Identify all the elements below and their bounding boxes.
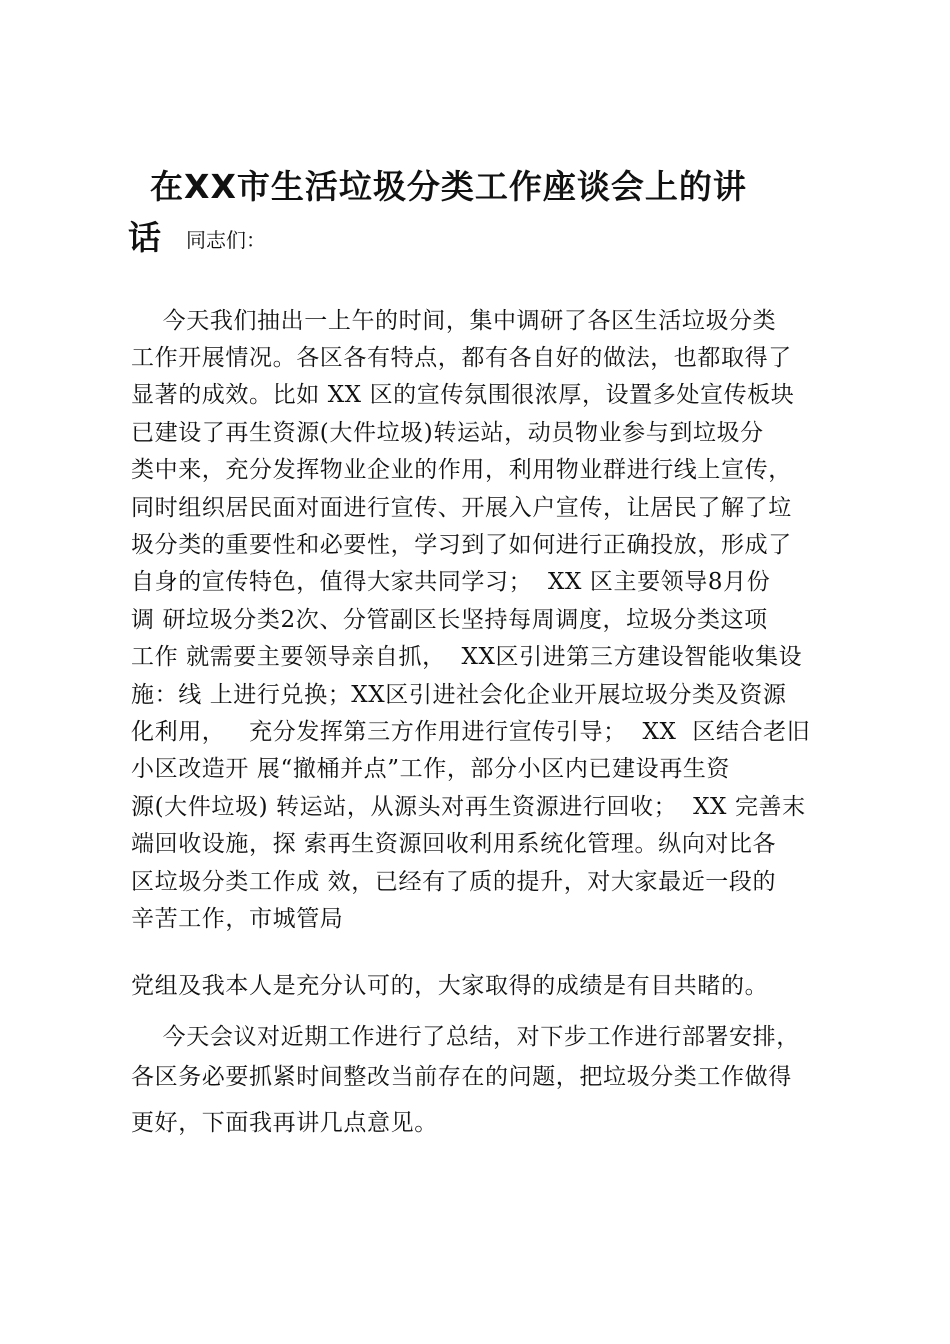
body-line: 化利用， 充分发挥第三方作用进行宣传引导； XX 区结合老旧: [131, 719, 811, 745]
body-line: 今天会议对近期工作进行了总结，对下步工作进行部署安排，: [131, 1024, 800, 1050]
body-line: 施：线 上进行兑换；XX区引进社会化企业开展垃圾分类及资源: [131, 682, 787, 708]
body-line: 圾分类的重要性和必要性，学习到了如何进行正确投放，形成了: [131, 532, 792, 558]
body-line: 已建设了再生资源(大件垃圾)转运站，动员物业参与到垃圾分: [131, 420, 764, 446]
body-line: 区垃圾分类工作成 效，已经有了质的提升，对大家最近一段的: [131, 869, 777, 895]
body-line: 党组及我本人是充分认可的，大家取得的成绩是有目共睹的。: [131, 973, 769, 999]
body-line: 辛苦工作，市城管局: [131, 906, 344, 932]
document-title: 在XX市生活垃圾分类工作座谈会上的讲: [150, 167, 747, 206]
body-line: 小区改造开 展“撤桶并点”工作，部分小区内已建设再生资: [131, 756, 731, 782]
body-line: 类中来，充分发挥物业企业的作用，利用物业群进行线上宣传，: [131, 457, 792, 483]
body-line: 工作 就需要主要领导亲自抓， XX区引进第三方建设智能收集设: [131, 644, 803, 670]
body-line: 同时组织居民面对面进行宣传、开展入户宣传，让居民了解了垃: [131, 495, 792, 521]
document-title-continuation: 话: [128, 218, 161, 257]
body-line: 调 研垃圾分类2次、分管副区长坚持每周调度，垃圾分类这项: [131, 607, 768, 633]
body-line: 工作开展情况。各区各有特点，都有各自好的做法，也都取得了: [131, 345, 792, 371]
body-line: 源(大件垃圾) 转运站，从源头对再生资源进行回收； XX 完善末: [131, 794, 806, 820]
body-line: 更好，下面我再讲几点意见。: [131, 1110, 438, 1136]
body-line: 端回收设施，探 索再生资源回收利用系统化管理。纵向对比各: [131, 831, 777, 857]
body-line: 今天我们抽出一上午的时间，集中调研了各区生活垃圾分类: [131, 308, 777, 334]
body-line: 各区务必要抓紧时间整改当前存在的问题，把垃圾分类工作做得: [131, 1064, 792, 1090]
body-line: 显著的成效。比如 XX 区的宣传氛围很浓厚，设置多处宣传板块: [131, 382, 795, 408]
salutation: 同志们：: [186, 228, 266, 252]
body-line: 自身的宣传特色，值得大家共同学习； XX 区主要领导8月份: [131, 569, 771, 595]
